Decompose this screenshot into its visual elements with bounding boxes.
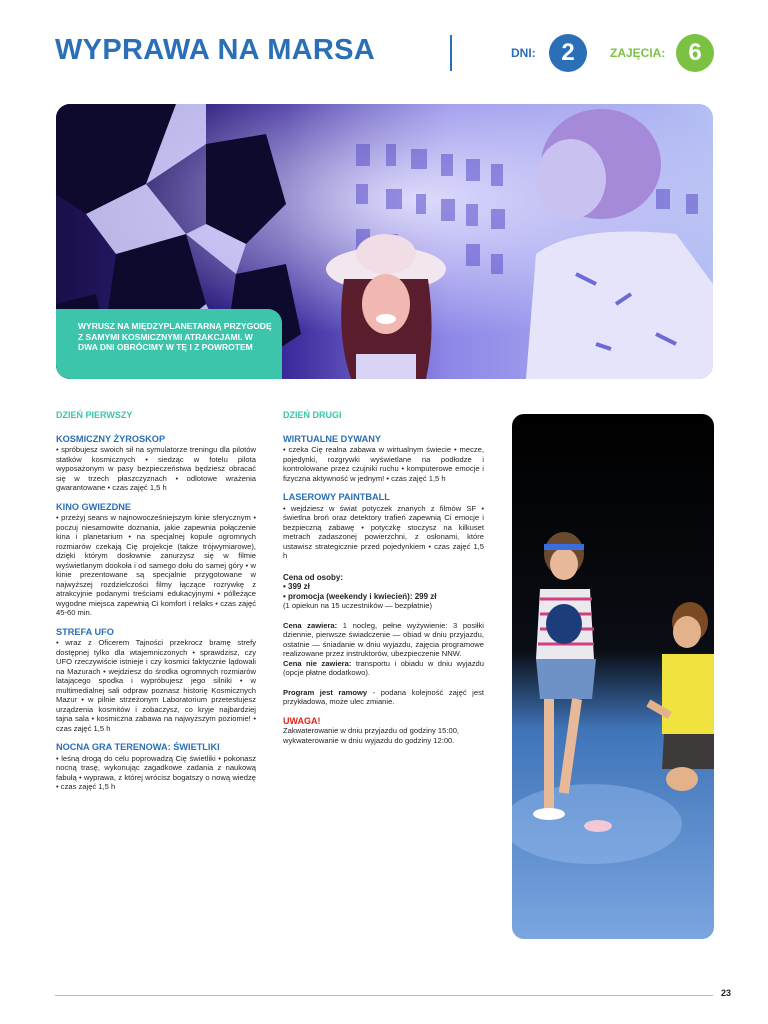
excludes-label: Cena nie zawiera: [283,658,352,668]
includes-text: 1 nocleg, pełne wyżywienie: 3 posiłki dziennie, pierwsze świadczenie — obiad w dniu przyjazdu, ostatnie — śniadanie w dniu wyjazdu, zajęcia programowe realizowane przez instruktorów, ubezpieczenie NNW. [283,620,484,658]
program-text: - podana kolejność zajęć jest przykładowa, może ulec zmianie. [283,687,484,706]
price-note: (1 opiekun na 15 uczestników — bezpłatnie) [283,601,433,610]
kids-photo [512,414,714,939]
excludes-block [283,659,484,678]
section-title: NOCNA GRA TERENOWA: ŚWIETLIKI [56,742,220,752]
days-badge: 2 [549,34,587,72]
day-two-heading: DZIEŃ DRUGI [283,410,342,420]
warning-title: UWAGA! [283,715,321,726]
section-title: STREFA UFO [56,626,114,637]
day-two-column [283,411,484,745]
hero-caption [56,309,282,379]
days-label: DNI: [511,46,536,60]
page-title: WYPRAWA NA MARSA [55,34,376,66]
hero-caption-text: WYRUSZ NA MIĘDZYPLANETARNĄ PRZYGODĘ Z SAMYMI KOSMICZNYMI ATRAKCJAMI. W DWA DNI OBRÓCIMY W TĘ I Z POWROTEM [78,321,272,352]
section-text: • spróbujesz swoich sił na symulatorze treningu dla pilotów statków kosmicznych • siedząc w fotelu pilota wyposażonym w pasy bezpieczeństwa będziesz obracać się w trzech płaszczyznach • odlotowe wrażenia gwarantowane • czas zajęć 1,5 h [56,445,256,492]
day-one-column [56,411,256,792]
section-title: LASEROWY PAINTBALL [283,492,390,502]
activities-label: ZAJĘCIA: [610,46,666,60]
program-block [283,688,484,707]
section-text: • przeżyj seans w najnowocześniejszym kinie sferycznym • poczuj niesamowite doznania, jakie zapewnia połączenie kina i planetarium • na specjalnej kopule ogromnych rozmiarów czekają Cię projekcje (także trójwymiarowe), dzięki którym dosłownie zanurzysz się w filmie wyświetlanym dookoła i od samego dołu do samej góry • w kinie prezentowane są specjalnie przygotowane w najwyższej rozdzielczości filmy łączące rozrywkę z atrakcyjnie podanymi treściami edukacyjnymi • pólleżące wygodne miejsca zapewnią Ci komfort i relaks • czas zajęć 45-60 min. [56,513,256,617]
section-title: KOSMICZNY ŻYROSKOP [56,433,166,444]
footer-divider [55,995,713,996]
section-text: • wraz z Oficerem Tajności przekrocz bramę strefy dostępnej tylko dla wtajemniczonych • sprawdzisz, czy UFO rzeczywiście istnieje i czy kosmici faktycznie lądowali na Mazurach • wejdziesz do środka ogromnych rozmiarów latającego spodka i wypróbujesz jego silniki • w multimedialnej sali odpraw poznasz historię Kosmicznych Mazur • w pilnie strzeżonym Laboratorium przetestujesz urządzenia kosmitów i zobaczysz, co kryje najbardziej tajna sala • kosmiczna zabawa na najwyższym poziomie! • czas zajęć 1,5 h [56,638,256,733]
excludes-text: transportu i obiadu w dniu wyjazdu (opcje płatne dodatkowo). [283,658,484,677]
includes-block [283,621,484,659]
warning-text: Zakwaterowanie w dniu przyjazdu od godziny 15:00, wykwaterowanie w dniu wyjazdu do godziny 12:00. [283,726,460,745]
includes-label: Cena zawiera: [283,620,338,630]
day-one-heading: DZIEŃ PIERWSZY [56,410,133,420]
page-number: 23 [721,988,732,998]
program-label: Program jest ramowy [283,687,368,697]
price-promo: • promocja (weekendy i kwiecień): 299 zł [283,591,437,601]
price-label: Cena od osoby: [283,572,344,582]
section-title: WIRTUALNE DYWANY [283,433,381,444]
price-regular: • 399 zł [283,582,310,591]
section-text: • czeka Cię realna zabawa w wirtualnym świecie • mecze, pojedynki, rozgrywki wyświetlane na podłodze i kontrolowane przez czujniki ruchu • komputerowe emocje i fizyczna aktywność w jednym! • czas zajęć 1,5 h [283,445,484,483]
header-divider [450,35,452,71]
section-text: • wejdziesz w świat potyczek znanych z filmów SF • świetlna broń oraz detektory trafień zapewnią Ci emocje i bezpieczną zabawę • potyczkę stoczysz na kilkuset metrach zadaszonej powierzchni, z osłonami, które ustawisz strategicznie przed pojedynkiem • czas zajęć 1,5 h [283,503,484,560]
activities-badge: 6 [676,34,714,72]
section-title: KINO GWIEZDNE [56,501,132,512]
section-text: • leśną drogą do celu poprowadzą Cię świetliki • pokonasz nocną trasę, wykonując zagadkowe zadania z naukową fabułą • wyprawa, z której wrócisz bogatszy o nową wiedzę • czas zajęć 1,5 h [56,753,256,791]
